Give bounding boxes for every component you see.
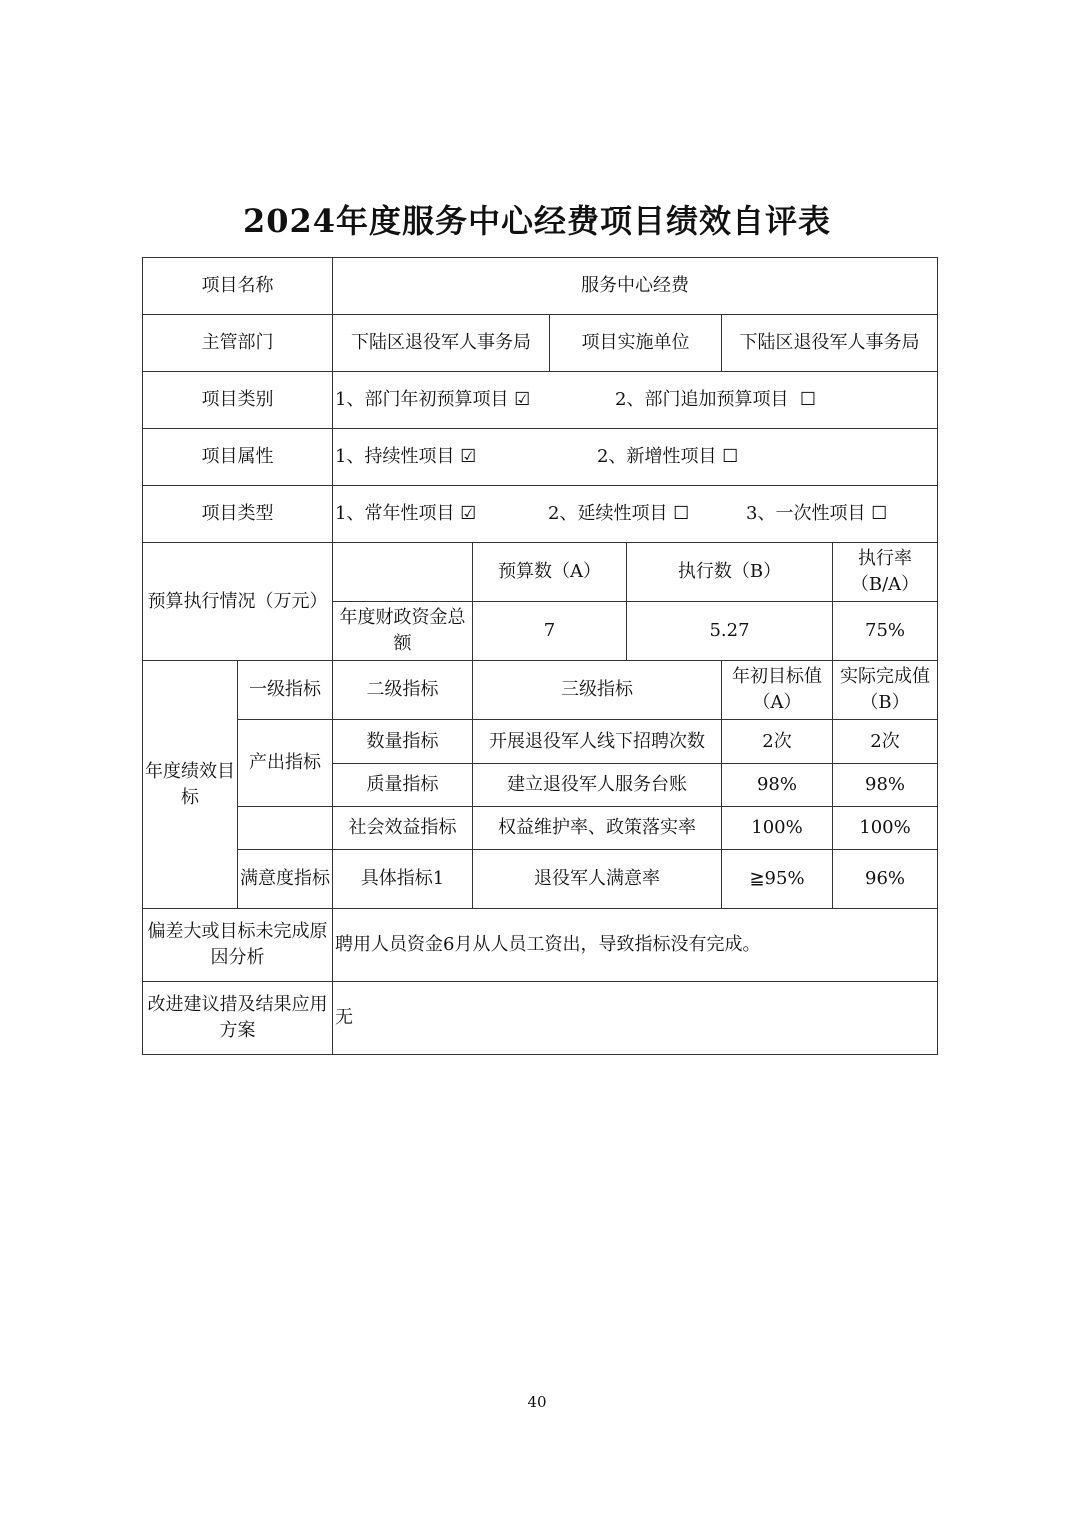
label-implementing-unit: 项目实施单位: [550, 315, 722, 372]
label-improvement-plan: 改进建议措及结果应用方案: [143, 982, 333, 1055]
attribute-option-1: 1、持续性项目 ☑: [335, 446, 477, 467]
row-project-name: [143, 258, 938, 315]
budget-header-blank: [333, 543, 473, 602]
actual-cell: 100%: [833, 807, 938, 850]
category-option-1: 1、部门年初预算项目 ☑: [335, 389, 531, 410]
header-level2: 二级指标: [333, 661, 473, 720]
header-target: 年初目标值（A）: [722, 661, 833, 720]
row-type: [143, 486, 938, 543]
header-execution-rate: 执行率（B/A）: [833, 543, 938, 602]
label-satisfaction-indicator: 满意度指标: [238, 850, 333, 909]
row-category: [143, 372, 938, 429]
value-improvement-plan: 无: [333, 982, 938, 1055]
value-project-name: 服务中心经费: [333, 258, 938, 315]
level2-cell: 具体指标1: [333, 850, 473, 909]
row-attribute: [143, 429, 938, 486]
performance-table: [142, 257, 938, 1055]
label-deviation-analysis: 偏差大或目标未完成原因分析: [143, 909, 333, 982]
value-type: [333, 486, 938, 543]
table-row: [143, 807, 938, 850]
attribute-option-2: 2、新增性项目 ☐: [597, 446, 739, 467]
level3-cell: 建立退役军人服务台账: [473, 764, 722, 807]
label-annual-goals: 年度绩效目标: [143, 661, 238, 909]
level2-cell: 质量指标: [333, 764, 473, 807]
target-cell: 100%: [722, 807, 833, 850]
header-level1: 一级指标: [238, 661, 333, 720]
level2-cell: 社会效益指标: [333, 807, 473, 850]
label-type: 项目类型: [143, 486, 333, 543]
label-category: 项目类别: [143, 372, 333, 429]
label-attribute: 项目属性: [143, 429, 333, 486]
target-cell: ≧95%: [722, 850, 833, 909]
actual-cell: 98%: [833, 764, 938, 807]
level2-cell: 数量指标: [333, 720, 473, 764]
label-project-name: 项目名称: [143, 258, 333, 315]
row-improvement: [143, 982, 938, 1055]
row-goals-header: [143, 661, 938, 720]
row-deviation: [143, 909, 938, 982]
level3-cell: 权益维护率、政策落实率: [473, 807, 722, 850]
target-cell: 98%: [722, 764, 833, 807]
row-budget-header: [143, 543, 938, 602]
label-department: 主管部门: [143, 315, 333, 372]
header-level3: 三级指标: [473, 661, 722, 720]
level1-blank-cell: [238, 807, 333, 850]
target-cell: 2次: [722, 720, 833, 764]
category-option-2: 2、部门追加预算项目 ☐: [615, 389, 817, 410]
actual-cell: 96%: [833, 850, 938, 909]
table-row: [143, 720, 938, 764]
page-title: 2024年度服务中心经费项目绩效自评表: [242, 202, 832, 240]
header-actual: 实际完成值（B）: [833, 661, 938, 720]
value-execution-rate: 75%: [833, 602, 938, 661]
header-executed-amount: 执行数（B）: [627, 543, 833, 602]
type-option-3: 3、一次性项目 ☐: [746, 503, 888, 524]
label-annual-funds: 年度财政资金总额: [333, 602, 473, 661]
type-option-2: 2、延续性项目 ☐: [548, 503, 690, 524]
page-number: 40: [527, 1393, 547, 1411]
value-deviation-analysis: 聘用人员资金6月从人员工资出，导致指标没有完成。: [333, 909, 938, 982]
table-row: [143, 850, 938, 909]
type-option-1: 1、常年性项目 ☑: [335, 503, 477, 524]
header-budget-amount: 预算数（A）: [473, 543, 627, 602]
actual-cell: 2次: [833, 720, 938, 764]
row-department: [143, 315, 938, 372]
value-budget-amount: 7: [473, 602, 627, 661]
label-budget-execution: 预算执行情况（万元）: [143, 543, 333, 661]
level3-cell: 退役军人满意率: [473, 850, 722, 909]
value-attribute: [333, 429, 938, 486]
level3-cell: 开展退役军人线下招聘次数: [473, 720, 722, 764]
label-output-indicator: 产出指标: [238, 720, 333, 807]
value-executed-amount: 5.27: [627, 602, 833, 661]
value-category: [333, 372, 938, 429]
value-implementing-unit: 下陆区退役军人事务局: [722, 315, 938, 372]
value-department: 下陆区退役军人事务局: [333, 315, 550, 372]
